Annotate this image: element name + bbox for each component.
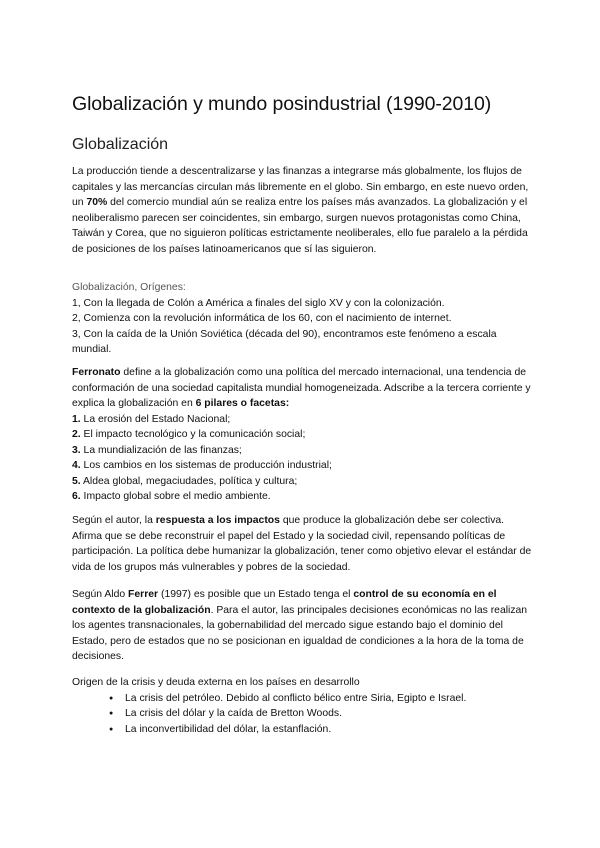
list-item: ● La crisis del dólar y la caída de Bretton Woods. bbox=[72, 706, 534, 722]
pillar-item: 3. La mundialización de las finanzas; bbox=[72, 444, 242, 456]
origins-item: 1, Con la llegada de Colón a América a finales del siglo XV y con la colonización. bbox=[72, 297, 445, 309]
origins-item: 3, Con la caída de la Unión Soviética (década del 90), encontramos este fenómeno a escala mundial. bbox=[72, 328, 497, 355]
origins-block bbox=[72, 280, 534, 358]
document-title: Globalización y mundo posindustrial (1990-2010) bbox=[72, 93, 492, 115]
pillar-item: 5. Aldea global, megaciudades, política y cultura; bbox=[72, 475, 298, 487]
ferrer-paragraph: Según Aldo Ferrer (1997) es posible que un Estado tenga el control de su economía en el contexto de la globalización. Para el autor, las principales decisiones económicas no las realizan los agentes transnacionales, la gobernabilidad del mercado sigue estando bajo el dominio del Estado, pero de estados que no se posicionan en igualdad de condiciones a la hora de la toma de decisiones. bbox=[72, 589, 528, 662]
crisis-block bbox=[72, 675, 534, 737]
ferronato-paragraph: Ferronato define a la globalización como una política del mercado internacional, una tendencia de conformación de una sociedad capitalista mundial homogeneizada. Adscribe a la tercera corriente y explica la globalización en 6 pilares o facetas: 1. La erosión del Estado Nacional; 2. El impacto tecnológico y la comunicación social; 3. La mundialización de las finanzas; 4. Los cambios en los sistemas de producción industrial; 5. Aldea global, megaciudades, política y cultura; 6. Impacto global sobre el medio ambiente. bbox=[72, 365, 534, 505]
pillar-item: 4. Los cambios en los sistemas de producción industrial; bbox=[72, 460, 332, 471]
origins-item: 2, Comienza con la revolución informática de los 60, con el nacimiento de internet. bbox=[72, 313, 452, 324]
origins-heading: Globalización, Orígenes: bbox=[72, 282, 186, 293]
crisis-list bbox=[72, 691, 534, 738]
response-paragraph: Según el autor, la respuesta a los impactos que produce la globalización debe ser colectiva. Afirma que se debe reconstruir el papel del Estado y la sociedad civil, repensando políticas de participación. La política debe humanizar la globalización, tener como objetivo elevar el estándar de vida de los grupos más vulnerables y pobres de la sociedad. bbox=[72, 515, 532, 573]
list-item: ● La crisis del petróleo. Debido al conflicto bélico entre Siria, Egipto e Israel. bbox=[72, 691, 534, 707]
intro-paragraph: La producción tiende a descentralizarse y las finanzas a integrarse más globalmente, los flujos de capitales y las mercancías circulan más libremente en el globo. Sin embargo, en este nuevo orden, un 70% del comercio mundial aún se realiza entre los países más avanzados. La globalización y el neoliberalismo parecen ser coincidentes, sin embargo, surgen nuevos protagonistas como China, Taiwán y Corea, que no siguieron políticas estrictamente neoliberales, ello fue paralelo a la pérdida de posiciones de los países latinoamericanos que sí las siguieron. bbox=[72, 166, 529, 255]
list-item: ● La inconvertibilidad del dólar, la estanflación. bbox=[72, 722, 534, 738]
pillar-item: 6. Impacto global sobre el medio ambiente. bbox=[72, 491, 271, 502]
crisis-heading: Origen de la crisis y deuda externa en los países en desarrollo bbox=[72, 677, 360, 688]
pillar-item: 1. La erosión del Estado Nacional; bbox=[72, 413, 231, 425]
section-heading: Globalización bbox=[72, 136, 169, 153]
pillar-item: 2. El impacto tecnológico y la comunicación social; bbox=[72, 429, 306, 440]
